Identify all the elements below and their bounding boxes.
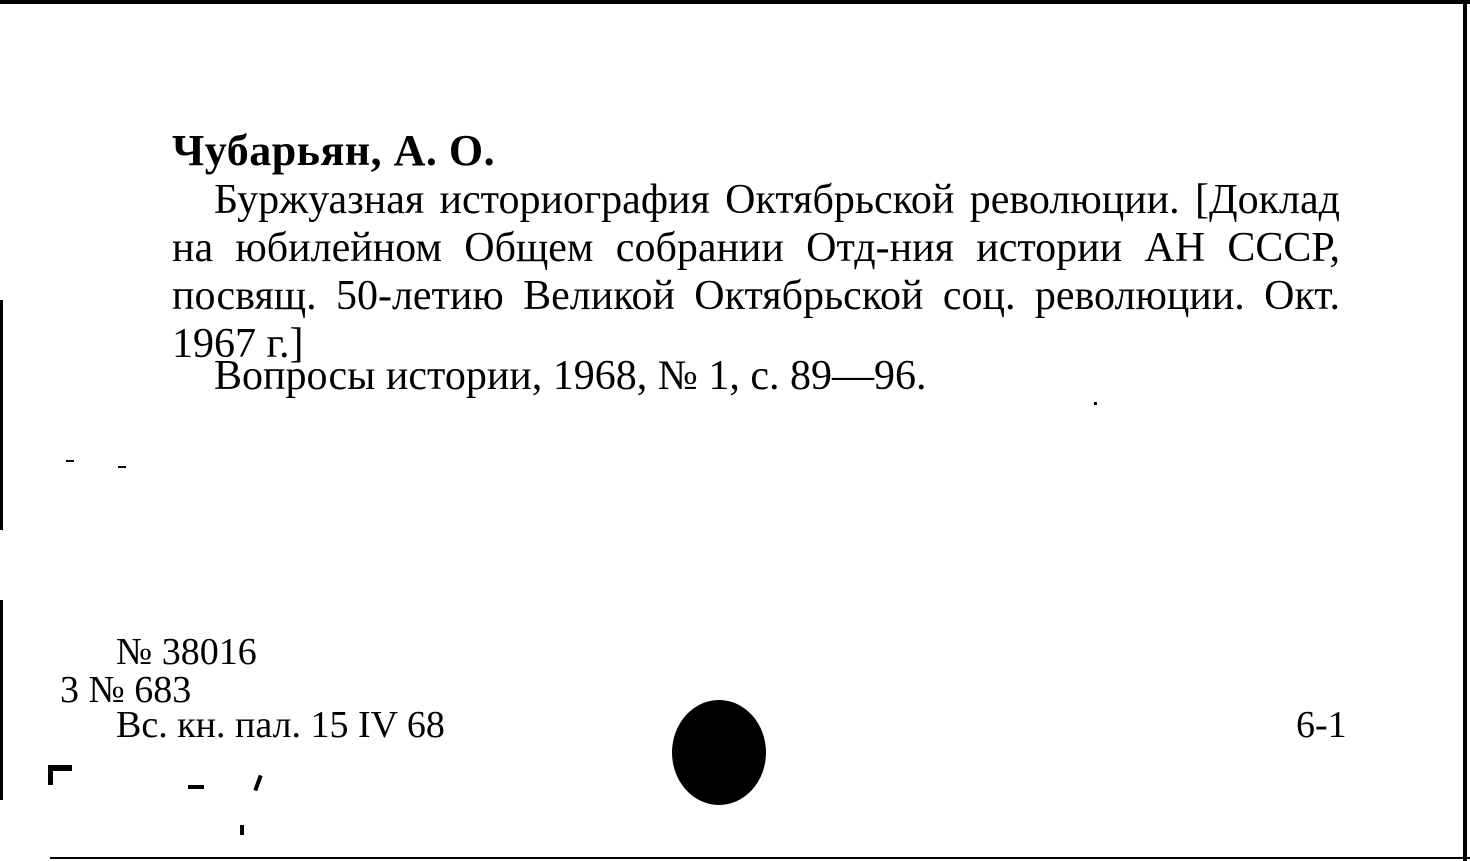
bibliographic-description: Буржуазная историография Октябрьской революции. [Доклад на юбилейном Общем собрании Отд-ния истории АН СССР, посвящ. 50-летию Великой Октябрьской соц. революции. Окт. 1967 г.]: [172, 177, 1340, 367]
scan-speck: [188, 785, 204, 789]
card-bottom-edge: [50, 857, 1470, 859]
scan-speck: [66, 460, 74, 462]
scan-speck: [253, 775, 262, 791]
card-code: 6-1: [1296, 704, 1347, 746]
order-number: 3 № 683: [60, 669, 192, 711]
card-left-edge: [0, 300, 3, 530]
scan-speck: [118, 466, 126, 468]
source-citation: Вопросы истории, 1968, № 1, с. 89—96.: [214, 353, 927, 399]
accession-number: № 38016: [116, 631, 257, 673]
card-top-edge: [0, 0, 1470, 4]
book-chamber-date: Вс. кн. пал. 15 IV 68: [116, 704, 445, 746]
author-heading: Чубарьян, А. О.: [172, 126, 496, 175]
scan-speck: [48, 765, 53, 785]
scan-speck: [1094, 402, 1097, 405]
card-left-edge: [0, 600, 3, 800]
punch-hole: [672, 700, 766, 805]
scan-speck: [240, 825, 244, 835]
card-right-edge: [1463, 0, 1467, 861]
